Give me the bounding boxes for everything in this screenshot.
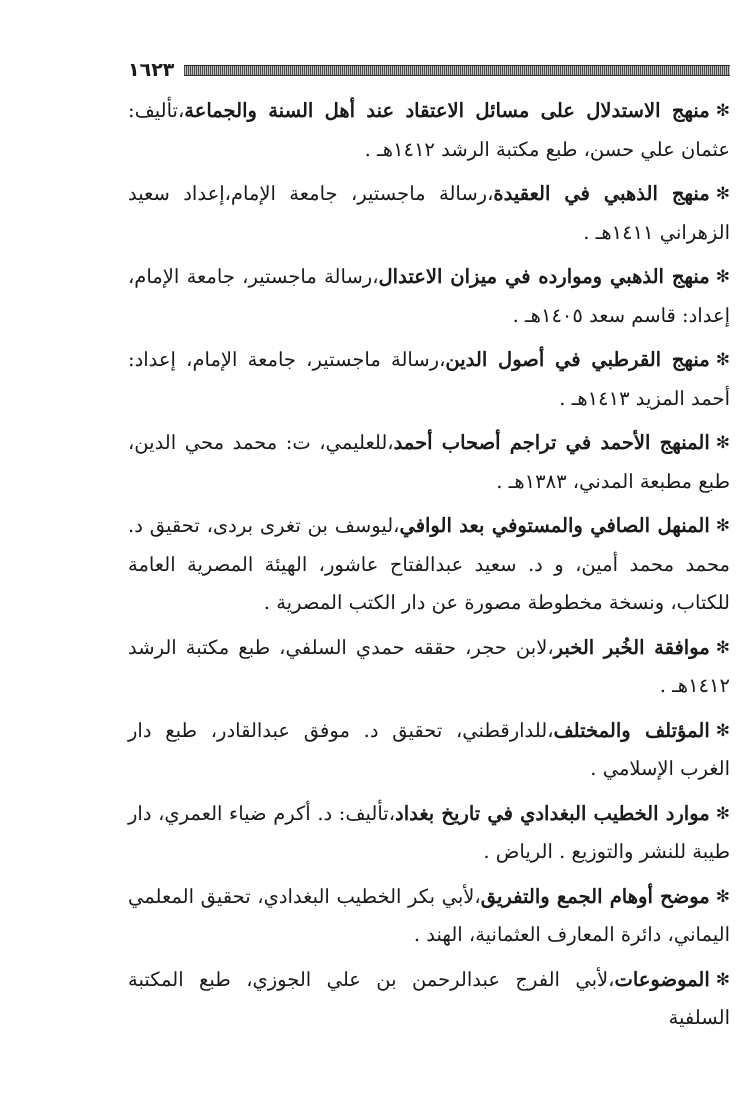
page-header xyxy=(128,58,730,82)
asterisk-icon: ✻ xyxy=(715,184,730,204)
asterisk-icon: ✻ xyxy=(715,101,730,121)
entry-title: المنهج الأحمد في تراجم أصحاب أحمد xyxy=(393,431,710,454)
bibliography-list xyxy=(128,92,730,1044)
entry-title: موضح أوهام الجمع والتفريق xyxy=(480,884,710,908)
entry-title: منهج الذهبي وموارده في ميزان الاعتدال xyxy=(378,265,710,288)
entry-details: ،تأليف: د. أكرم ضياء العمري، دار طيبة للنشر والتوزيع . الرياض . xyxy=(128,801,730,863)
bibliography-entry xyxy=(128,341,730,418)
entry-details: ،للدارقطني، تحقيق د. موفق عبدالقادر، طبع دار الغرب الإسلامي . xyxy=(128,718,730,780)
asterisk-icon: ✻ xyxy=(715,516,730,536)
asterisk-icon: ✻ xyxy=(715,969,730,990)
entry-details: ،لابن حجر، حققه حمدي السلفي، طبع مكتبة الرشد ١٤١٢هـ . xyxy=(128,635,730,697)
entry-details: ،لأبي بكر الخطيب البغدادي، تحقيق المعلمي اليماني، دائرة المعارف العثمانية، الهند . xyxy=(128,884,730,946)
bibliography-entry xyxy=(128,795,730,872)
asterisk-icon: ✻ xyxy=(715,637,730,658)
entry-details: ،تأليف: عثمان علي حسن، طبع مكتبة الرشد ١٤١٢هـ . xyxy=(128,99,730,161)
bibliography-entry xyxy=(128,629,730,706)
page-number: ١٦٢٣ xyxy=(128,59,175,81)
entry-title: موافقة الخُبر الخبر xyxy=(553,635,710,659)
entry-details: ،رسالة ماجستير، جامعة الإمام، إعداد: قاسم سعد ١٤٠٥هـ . xyxy=(128,265,730,327)
entry-title: المنهل الصافي والمستوفي بعد الوافي xyxy=(399,514,710,537)
entry-title: منهج الاستدلال على مسائل الاعتقاد عند أهل السنة والجماعة xyxy=(184,99,710,122)
entry-title: منهج القرطبي في أصول الدين xyxy=(445,348,710,371)
entry-title: الموضوعات xyxy=(614,967,710,991)
entry-details: ،لأبي الفرج عبدالرحمن بن علي الجوزي، طبع المكتبة السلفية xyxy=(128,967,730,1029)
bibliography-entry xyxy=(128,712,730,789)
bibliography-entry xyxy=(128,92,730,169)
asterisk-icon: ✻ xyxy=(715,267,730,287)
entry-title: منهج الذهبي في العقيدة xyxy=(493,182,710,205)
entry-details: ،للعليمي، ت: محمد محي الدين، طبع مطبعة المدني، ١٣٨٣هـ . xyxy=(128,431,730,493)
header-rule xyxy=(184,65,730,76)
entry-details: ،رسالة ماجستير، جامعة الإمام، إعداد: أحمد المزيد ١٤١٣هـ . xyxy=(128,348,730,410)
asterisk-icon: ✻ xyxy=(715,350,730,370)
bibliography-entry xyxy=(128,961,730,1038)
bibliography-entry xyxy=(128,878,730,955)
bibliography-entry xyxy=(128,258,730,335)
asterisk-icon: ✻ xyxy=(715,720,731,741)
asterisk-icon: ✻ xyxy=(715,803,730,824)
entry-title: موارد الخطيب البغدادي في تاريخ بغداد xyxy=(395,801,710,825)
entry-title: المؤتلف والمختلف xyxy=(553,718,710,742)
asterisk-icon: ✻ xyxy=(715,433,730,453)
asterisk-icon: ✻ xyxy=(715,886,730,907)
bibliography-entry xyxy=(128,507,730,623)
bibliography-entry xyxy=(128,175,730,252)
entry-details: ،ليوسف بن تغرى بردى، تحقيق د. محمد محمد أمين، و د. سعيد عبدالفتاح عاشور، الهيئة المصرية العامة للكتاب، ونسخة مخطوطة مصورة عن دار الكتب المصرية . xyxy=(128,514,730,614)
entry-details: ،رسالة ماجستير، جامعة الإمام،إعداد سعيد الزهراني ١٤١١هـ . xyxy=(128,182,730,244)
bibliography-entry xyxy=(128,424,730,501)
